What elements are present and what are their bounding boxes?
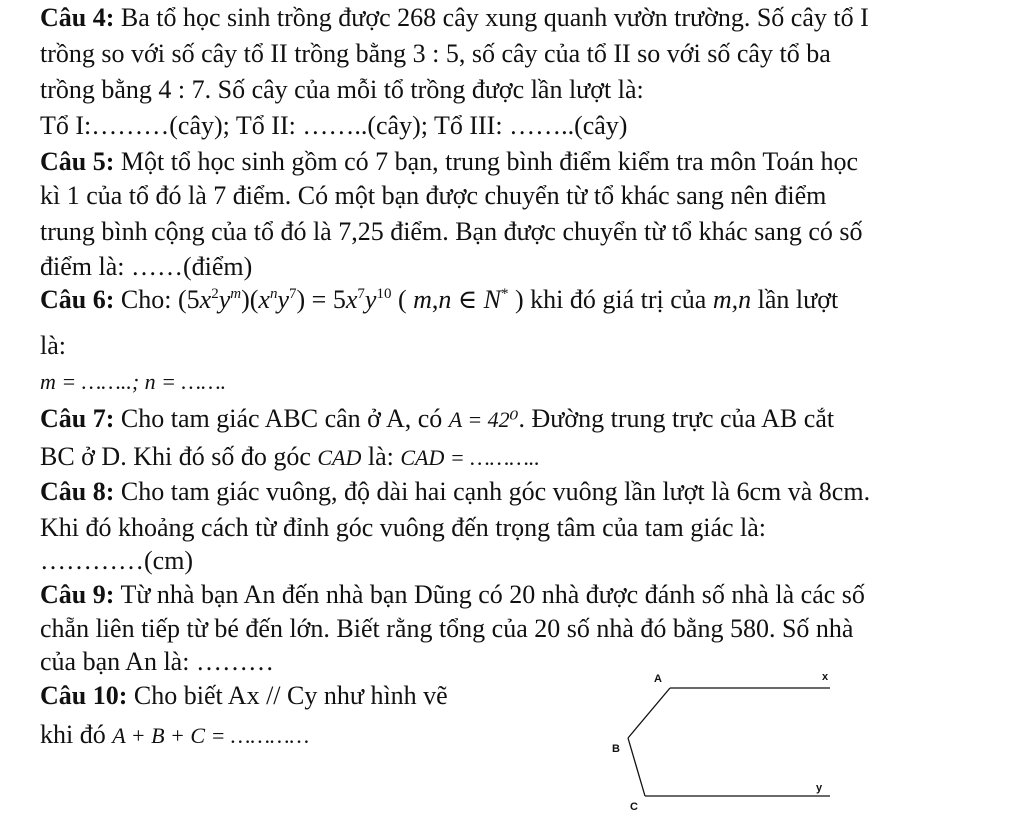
- q10-text-1: Cho biết Ax // Cy như hình vẽ: [133, 681, 448, 710]
- q7-cad: CAD: [317, 445, 362, 470]
- q5-line-1: [40, 146, 858, 178]
- q6-tail-2: lần lượt: [757, 285, 839, 314]
- q9-label: Câu 9:: [40, 580, 115, 609]
- q5-line-4: điểm là: ……(điểm): [40, 252, 253, 281]
- q8-text-1: Cho tam giác vuông, độ dài hai cạnh góc vuông lần lượt là 6cm và 8cm.: [120, 477, 871, 506]
- q10-line-1: [40, 680, 448, 712]
- q4-line-1: [40, 2, 869, 34]
- q4-text-1: Ba tổ học sinh trồng được 268 cây xung quanh vườn trường. Số cây tổ I: [120, 3, 869, 32]
- q4-line-4: Tổ I:………(cây); Tổ II: ……..(cây); Tổ III: ……..(cây): [40, 111, 628, 140]
- ray-x-label: x: [822, 671, 829, 683]
- q8-line-2: Khi đó khoảng cách từ đỉnh góc vuông đến trọng tâm của tam giác là:: [40, 513, 767, 542]
- q6-equation: $(5x^2y^m)(x^ny^7) = 5x^7y^{10}$ ( m,n ∈ N* ): [177, 285, 524, 314]
- q7-text-2a: BC ở D. Khi đó số đo góc: [40, 442, 311, 471]
- q5-line-3: trung bình cộng của tổ đó là 7,25 điểm. Bạn được chuyển từ tổ khác sang có số: [40, 217, 863, 246]
- q6-cho: Cho:: [120, 285, 172, 314]
- q7-line-1: [40, 403, 834, 436]
- q6-label: Câu 6:: [40, 285, 115, 314]
- q7-text-1b: . Đường trung trực của AB cắt: [518, 404, 835, 433]
- point-b-label: B: [612, 743, 620, 755]
- q9-line-2: chẵn liên tiếp từ bé đến lớn. Biết rằng tổng của 20 số nhà đó bằng 580. Số nhà: [40, 614, 854, 643]
- q10-text-2b: A + B + C = …………: [112, 723, 310, 748]
- q5-text-1: Một tổ học sinh gồm có 7 bạn, trung bình điểm kiểm tra môn Toán học: [120, 147, 859, 176]
- q7-text-1a: Cho tam giác ABC cân ở A, có: [120, 404, 443, 433]
- q5-label: Câu 5:: [40, 147, 115, 176]
- q9-line-1: [40, 579, 865, 611]
- point-a-label: A: [654, 673, 662, 685]
- segment-bc: [628, 738, 645, 796]
- q7-blank: CAD = ………..: [400, 445, 540, 470]
- q8-line-3: …………(cm): [40, 546, 194, 575]
- q6-tail: khi đó giá trị của: [530, 285, 707, 314]
- q4-line-3: trồng bằng 4 : 7. Số cây của mỗi tổ trồng được lần lượt là:: [40, 75, 644, 104]
- q7-angle: A = 42⁰: [448, 407, 519, 432]
- q4-label: Câu 4:: [40, 3, 115, 32]
- q6-vars: m,n: [712, 285, 752, 314]
- q10-text-2a: khi đó: [40, 720, 106, 749]
- q6-line-2: là:: [40, 331, 66, 360]
- q6-line-1: [40, 284, 838, 316]
- q9-text-1: Từ nhà bạn An đến nhà bạn Dũng có 20 nhà được đánh số nhà là các số: [120, 580, 865, 609]
- point-c-label: C: [630, 801, 638, 813]
- segment-ab: [628, 688, 670, 738]
- ray-y-label: y: [816, 782, 823, 794]
- parallel-lines-figure: [590, 668, 850, 818]
- q9-line-3: của bạn An là: ………: [40, 647, 274, 676]
- q5-line-2: kì 1 của tổ đó là 7 điểm. Có một bạn được chuyển từ tổ khác sang nên điểm: [40, 181, 827, 210]
- q6-line-3: m = ……..; n = …….: [40, 369, 227, 394]
- q7-label: Câu 7:: [40, 404, 115, 433]
- q4-line-2: trồng so với số cây tổ II trồng bằng 3 : 5, số cây của tổ II so với số cây tổ ba: [40, 39, 831, 68]
- q10-label: Câu 10:: [40, 681, 128, 710]
- q7-text-2b: là:: [367, 442, 394, 471]
- q8-line-1: [40, 476, 870, 508]
- q7-line-2: [40, 441, 540, 474]
- q10-line-2: [40, 719, 309, 752]
- q8-label: Câu 8:: [40, 477, 115, 506]
